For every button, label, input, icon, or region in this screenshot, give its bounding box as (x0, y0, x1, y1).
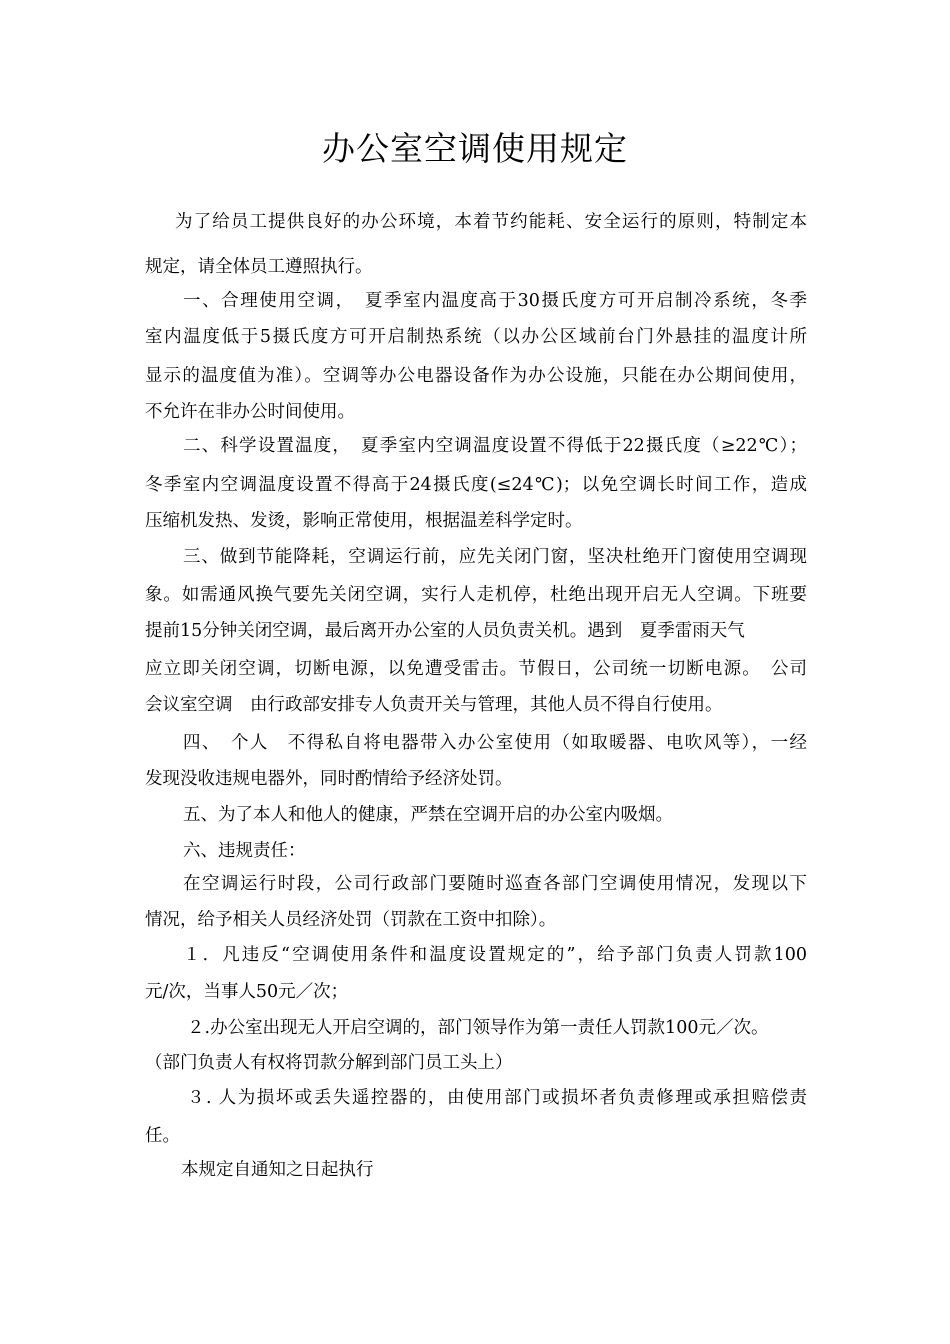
body-line: 情况，给予相关人员经济处罚（罚款在工资中扣除）。 (145, 910, 557, 930)
body-line: （部门负责人有权将罚款分解到部门员工头上） (145, 1053, 513, 1073)
body-line: 一、合理使用空调， 夏季室内温度高于30摄氏度方可开启制冷系统，冬季 (183, 291, 807, 311)
body-line: 显示的温度值为准）。空调等办公电器设备作为办公设施，只能在办公期间使用， (145, 366, 807, 386)
body-line: 象。如需通风换气要先关闭空调，实行人走机停，杜绝出现开启无人空调。下班要 (145, 585, 807, 605)
body-line: １．凡违反“空调使用条件和温度设置规定的”，给予部门负责人罚款100 (183, 945, 807, 965)
body-line: 元/次，当事人50元／次； (145, 982, 349, 1002)
body-line: 发现没收违规电器外，同时酌情给予经济处罚。 (145, 769, 513, 789)
body-line: 本规定自通知之日起执行 (181, 1160, 374, 1180)
body-line: 应立即关闭空调，切断电源，以免遭受雷击。节假日，公司统一切断电源。 公司 (145, 659, 807, 679)
body-line: 提前15分钟关闭空调，最后离开办公室的人员负责关机。遇到 夏季雷雨天气 (145, 621, 745, 641)
body-line: 五、为了本人和他人的健康，严禁在空调开启的办公室内吸烟。 (183, 805, 673, 825)
body-line: 为了给员工提供良好的办公环境，本着节约能耗、安全运行的原则，特制定本 (175, 212, 807, 232)
body-line: 六、违规责任： (183, 841, 306, 861)
body-line: 冬季室内空调温度设置不得高于24摄氏度(≤24℃)；以免空调长时间工作，造成 (145, 475, 807, 495)
body-line: ３. 人为损坏或丢失遥控器的，由使用部门或损坏者负责修理或承担赔偿责 (187, 1088, 807, 1108)
body-line: 室内温度低于5摄氏度方可开启制热系统（以办公区域前台门外悬挂的温度计所 (145, 327, 807, 347)
body-line: 规定，请全体员工遵照执行。 (145, 257, 373, 277)
body-line: 压缩机发热、发烫，影响正常使用，根据温差科学定时。 (145, 511, 583, 531)
body-line: 不允许在非办公时间使用。 (145, 402, 355, 422)
document-title: 办公室空调使用规定 (322, 129, 628, 168)
body-line: 四、 个人 不得私自将电器带入办公室使用（如取暖器、电吹风等），一经 (183, 733, 807, 753)
body-line: 二、科学设置温度， 夏季室内空调温度设置不得低于22摄氏度（≥22℃）； (183, 436, 807, 456)
body-line: ２.办公室出现无人开启空调的，部门领导作为第一责任人罚款100元／次。 (187, 1018, 769, 1038)
body-line: 任。 (145, 1126, 180, 1146)
body-line: 会议室空调 由行政部安排专人负责开关与管理，其他人员不得自行使用。 (145, 695, 723, 715)
body-line: 三、做到节能降耗，空调运行前，应先关闭门窗，坚决杜绝开门窗使用空调现 (183, 547, 807, 567)
body-line: 在空调运行时段，公司行政部门要随时巡查各部门空调使用情况，发现以下 (183, 874, 807, 894)
